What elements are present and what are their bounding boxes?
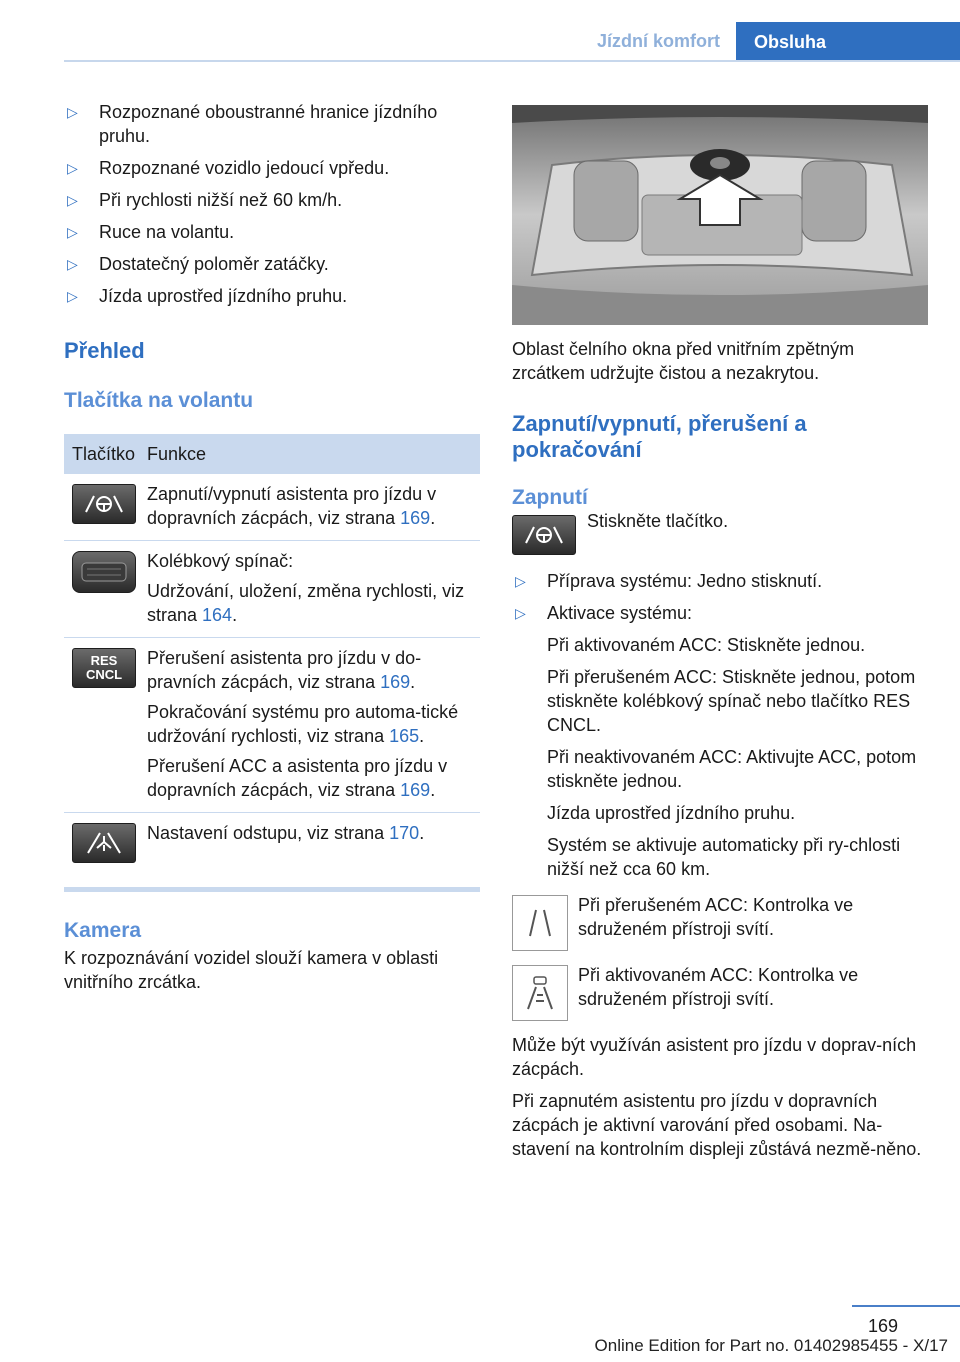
table-row bbox=[64, 541, 480, 638]
triangle-bullet-icon: ▷ bbox=[67, 160, 78, 176]
list-item: ▷ Ruce na volantu. bbox=[67, 222, 235, 242]
overview-heading: Přehled bbox=[64, 338, 145, 363]
condition-list bbox=[64, 100, 480, 308]
table-row bbox=[64, 813, 480, 873]
table-text-cell: Zapnutí/vypnutí asistenta pro jízdu v dopravních zácpách, viz strana 169. bbox=[147, 484, 437, 528]
list-item: ▷ Příprava systému: Jedno stisknutí. bbox=[515, 571, 823, 591]
steering-assist-button-icon bbox=[512, 515, 576, 555]
page-link[interactable]: 164 bbox=[202, 605, 233, 625]
list-item: ▷ Aktivace systému: Při aktivovaném ACC: Stiskněte jednou. Při přerušeném ACC: Stiskněte jednou, potom stiskněte kolébkový spínač nebo tlačítko RES CNCL. Při neaktivovaném ACC: Aktivujte ACC, potom stiskněte jednou. Jízda uprostřed jízdního pruhu. Systém se aktivuje automaticky při ry-chlosti nižší než cca 60 km. bbox=[512, 601, 928, 881]
tab-jizdni-komfort[interactable]: Jízdní komfort bbox=[596, 30, 720, 51]
triangle-bullet-icon: ▷ bbox=[67, 104, 78, 120]
active-indicator-icon bbox=[512, 965, 568, 1021]
distance-button-icon bbox=[72, 823, 136, 863]
page-number: 169 bbox=[867, 1316, 898, 1336]
camera-text: K rozpoznávání vozidel slouží kamera v oblasti vnitřního zrcátka. bbox=[64, 948, 439, 992]
steering-assist-button-icon bbox=[72, 484, 136, 524]
sub-line: Při přerušeném ACC: Stiskněte jednou, potom stiskněte kolébkový spínač nebo tlačítko RES CNCL. bbox=[547, 667, 916, 735]
interrupted-indicator-icon bbox=[512, 895, 568, 951]
on-heading: Zapnutí bbox=[512, 486, 588, 509]
table-icon-cell bbox=[64, 549, 147, 627]
indicator-row-active bbox=[512, 965, 928, 1021]
table-icon-cell bbox=[64, 482, 147, 530]
interrupted-indicator-text: Při přerušeném ACC: Kontrolka ve sdruženém přístroji svítí. bbox=[578, 895, 854, 939]
table-header bbox=[64, 434, 480, 474]
camera-heading: Kamera bbox=[64, 919, 142, 942]
list-item: ▷ Při rychlosti nižší než 60 km/h. bbox=[67, 190, 343, 210]
table-bottom-rule bbox=[64, 887, 480, 892]
edition-note: Online Edition for Part no. 01402985455 - X/17 bbox=[594, 1336, 948, 1355]
table-row bbox=[64, 474, 480, 541]
onoff-heading: Zapnutí/vypnutí, přerušení a pokračování bbox=[512, 411, 807, 462]
triangle-bullet-icon: ▷ bbox=[515, 605, 526, 621]
warning-paragraph: Při zapnutém asistentu pro jízdu v dopravních zácpách je aktivní varování před osobami. Na-stavení na kontrolním displeji zůstává nezmě-něno. bbox=[512, 1091, 922, 1159]
sub-line: Při aktivovaném ACC: Stiskněte jednou. bbox=[547, 635, 866, 655]
triangle-bullet-icon: ▷ bbox=[67, 224, 78, 240]
list-item: ▷ Rozpoznané vozidlo jedoucí vpředu. bbox=[67, 158, 390, 178]
tab-obsluha[interactable]: Obsluha bbox=[736, 22, 960, 62]
sub-line: Jízda uprostřed jízdního pruhu. bbox=[547, 803, 796, 823]
table-icon-cell bbox=[64, 821, 147, 863]
triangle-bullet-icon: ▷ bbox=[67, 192, 78, 208]
activation-list bbox=[512, 569, 928, 881]
triangle-bullet-icon: ▷ bbox=[67, 256, 78, 272]
table-text-cell: Kolébkový spínač: Udržování, uložení, změna rychlosti, viz strana 164. bbox=[147, 551, 465, 625]
table-row bbox=[64, 638, 480, 813]
usage-paragraph: Může být využíván asistent pro jízdu v doprav-ních zácpách. bbox=[512, 1035, 917, 1079]
page-link[interactable]: 169 bbox=[380, 672, 411, 692]
sub-line: Systém se aktivuje automaticky při ry-chlosti nižší než cca 60 km. bbox=[547, 835, 901, 879]
footer-divider bbox=[852, 1305, 960, 1307]
page-link[interactable]: 169 bbox=[400, 508, 431, 528]
press-button-text: Stiskněte tlačítko. bbox=[587, 511, 729, 531]
list-item: ▷ Jízda uprostřed jízdního pruhu. bbox=[67, 286, 348, 306]
table-text-cell: Nastavení odstupu, viz strana 170. bbox=[147, 823, 425, 843]
active-indicator-text: Při aktivovaném ACC: Kontrolka ve sdruženém přístroji svítí. bbox=[578, 965, 859, 1009]
buttons-table bbox=[64, 434, 480, 892]
buttons-heading: Tlačítka na volantu bbox=[64, 389, 254, 412]
header-divider bbox=[64, 60, 960, 62]
page-link[interactable]: 165 bbox=[389, 726, 420, 746]
list-item: ▷ Rozpoznané oboustranné hranice jízdního pruhu. bbox=[67, 102, 438, 146]
column-header-function: Funkce bbox=[147, 443, 207, 464]
list-item: ▷ Dostatečný poloměr zatáčky. bbox=[67, 254, 329, 274]
windshield-camera-photo bbox=[512, 105, 928, 325]
page-link[interactable]: 169 bbox=[400, 780, 431, 800]
rocker-switch-icon bbox=[72, 551, 136, 593]
triangle-bullet-icon: ▷ bbox=[67, 288, 78, 304]
column-header-button: Tlačítko bbox=[72, 443, 136, 464]
table-text-cell: Přerušení asistenta pro jízdu v do-pravních zácpách, viz strana 169. Pokračování systému pro automa-tické udržování rychlosti, viz strana 165. Přerušení ACC a asistenta pro jízdu v dopravních zácpách, viz strana 169. bbox=[147, 648, 459, 800]
press-button-row bbox=[512, 511, 928, 555]
triangle-bullet-icon: ▷ bbox=[515, 573, 526, 589]
res-cncl-button-icon: RES CNCL bbox=[72, 648, 136, 688]
indicator-row-interrupted bbox=[512, 895, 928, 951]
right-column bbox=[512, 105, 928, 1161]
table-icon-cell bbox=[64, 646, 147, 802]
page-link[interactable]: 170 bbox=[389, 823, 420, 843]
photo-caption: Oblast čelního okna před vnitřním zpětným zrcátkem udržujte čistou a nezakrytou. bbox=[512, 339, 855, 383]
left-column bbox=[64, 100, 480, 994]
sub-line: Při neaktivovaném ACC: Aktivujte ACC, potom stiskněte jednou. bbox=[547, 747, 917, 791]
